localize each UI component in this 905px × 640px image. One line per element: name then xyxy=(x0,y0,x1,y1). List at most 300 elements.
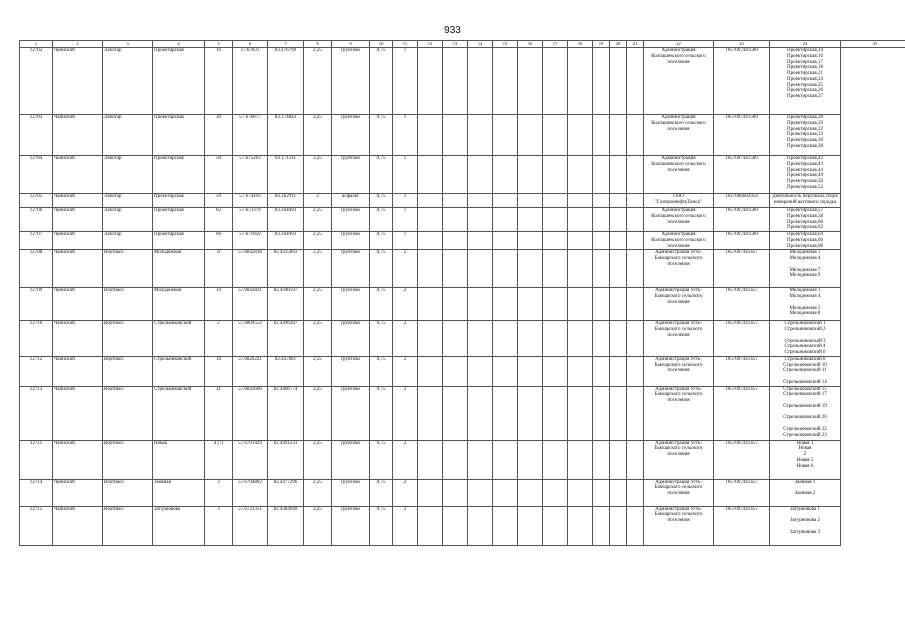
empty-cell xyxy=(627,194,644,208)
volume-cell: 0,75 xyxy=(370,232,393,250)
owner-cell: ООО "ГазпромнефтьТомск" xyxy=(644,194,714,208)
ogrn-cell: 1057007441589 xyxy=(714,48,770,115)
volume-cell: 0,75 xyxy=(370,440,393,479)
house-cell: 2 xyxy=(205,321,233,357)
header-cell: 16 xyxy=(518,41,543,48)
empty-cell xyxy=(518,115,543,156)
empty-cell xyxy=(493,115,518,156)
table-row xyxy=(20,506,905,545)
ogrn-cell: 1057007441589 xyxy=(714,115,770,156)
house-cell: 4 (7) xyxy=(205,440,233,479)
village-cell: Вертикос xyxy=(103,356,153,386)
empty-cell xyxy=(610,440,627,479)
table-row xyxy=(20,321,905,357)
empty-cell xyxy=(418,479,443,506)
volume-cell: 0,75 xyxy=(370,321,393,357)
district-cell: Чаинский xyxy=(53,288,103,321)
empty-cell xyxy=(443,48,468,115)
longitude-cell: 83.164993 xyxy=(268,232,304,250)
ogrn-cell: 1027006682954 xyxy=(714,194,770,208)
surface-cell: грунтово xyxy=(332,440,370,479)
area-cell: 2,25 xyxy=(304,232,332,250)
page-number: 933 xyxy=(444,25,461,36)
house-cell: 21 xyxy=(205,386,233,440)
empty-cell xyxy=(593,479,610,506)
empty-cell xyxy=(543,479,568,506)
district-cell: Чаинский xyxy=(53,194,103,208)
header-cell: 10 xyxy=(370,41,393,48)
empty-cell xyxy=(593,321,610,357)
surface-cell: грунтово xyxy=(332,356,370,386)
owner-cell: Администрация Усть- Бакчарского сельского поселения xyxy=(644,356,714,386)
empty-cell xyxy=(610,48,627,115)
area-cell: 2,25 xyxy=(304,208,332,232)
owner-cell: Администрация Усть- Бакчарского сельского поселения xyxy=(644,479,714,506)
empty-cell xyxy=(627,440,644,479)
ogrn-cell: 1057007441457 xyxy=(714,479,770,506)
village-cell: Вертикос xyxy=(103,479,153,506)
row-number-cell: 12702 xyxy=(20,48,53,115)
empty-cell xyxy=(443,115,468,156)
owner-cell: Администрация Усть- Бакчарского сельского поселения xyxy=(644,321,714,357)
surface-cell: грунтово xyxy=(332,232,370,250)
latitude-cell: 57.67831 xyxy=(233,48,268,115)
empty-cell xyxy=(493,208,518,232)
surface-cell: грунтово xyxy=(332,250,370,288)
street-cell: Новая xyxy=(153,440,205,479)
volume-cell: 0,75 xyxy=(370,208,393,232)
empty-cell xyxy=(493,356,518,386)
empty-cell xyxy=(627,48,644,115)
district-cell: Чаинский xyxy=(53,232,103,250)
house-cell: 62 xyxy=(205,208,233,232)
area-cell: 2,25 xyxy=(304,479,332,506)
table-row xyxy=(20,356,905,386)
empty-cell xyxy=(468,194,493,208)
empty-cell xyxy=(568,115,593,156)
count-cell: 2 xyxy=(393,479,418,506)
area-cell: 2 xyxy=(304,194,332,208)
village-cell: Вертикос xyxy=(103,386,153,440)
ogrn-cell: 1057007441457 xyxy=(714,386,770,440)
empty-cell xyxy=(568,232,593,250)
village-cell: Лаботар xyxy=(103,156,153,194)
addresses-cell: Молодежная 1 Молодежная 4 Молодежная 7 Молодежная 9 xyxy=(770,250,841,288)
latitude-cell: 57.676877 xyxy=(233,115,268,156)
empty-cell xyxy=(493,479,518,506)
count-cell: 1 xyxy=(393,208,418,232)
table-row xyxy=(20,194,905,208)
empty-cell xyxy=(543,156,568,194)
empty-cell xyxy=(627,356,644,386)
empty-cell xyxy=(418,115,443,156)
row-number-cell: 12712 xyxy=(20,356,53,386)
latitude-cell: 57.6794802 xyxy=(233,479,268,506)
addresses-cell: Проектирская,57 Проектирская,58 Проектирская,60 Проектирская,62 xyxy=(770,208,841,232)
row-number-cell: 12710 xyxy=(20,321,53,357)
volume-cell: 0,75 xyxy=(370,250,393,288)
street-cell: Стрельниковский xyxy=(153,386,205,440)
header-cell: 15 xyxy=(493,41,518,48)
latitude-cell: 57.6842818 xyxy=(233,250,268,288)
empty-cell xyxy=(468,48,493,115)
empty-cell xyxy=(543,506,568,545)
empty-cell xyxy=(568,250,593,288)
surface-cell: грунтово xyxy=(332,156,370,194)
longitude-cell: 83.171111 xyxy=(268,156,304,194)
empty-cell xyxy=(627,208,644,232)
empty-cell xyxy=(468,386,493,440)
street-cell: Проектирская xyxy=(153,48,205,115)
ogrn-cell: 1057007441589 xyxy=(714,208,770,232)
empty-cell xyxy=(443,506,468,545)
empty-cell xyxy=(627,386,644,440)
empty-cell xyxy=(518,250,543,288)
count-cell: 2 xyxy=(393,356,418,386)
owner-cell: Администрация Колпашевского сельского поселения xyxy=(644,232,714,250)
count-cell: 1 xyxy=(393,232,418,250)
header-cell: 5 xyxy=(205,41,233,48)
row-number-cell: 12715 xyxy=(20,506,53,545)
house-cell: 59 xyxy=(205,194,233,208)
empty-cell xyxy=(568,48,593,115)
empty-cell xyxy=(518,321,543,357)
row-number-cell: 12709 xyxy=(20,288,53,321)
owner-cell: Администрация Колпашевского сельского поселения xyxy=(644,115,714,156)
latitude-cell: 57.6791429 xyxy=(233,440,268,479)
ogrn-cell: 1057007441589 xyxy=(714,232,770,250)
village-cell: Вертикос xyxy=(103,288,153,321)
empty-cell xyxy=(468,440,493,479)
empty-cell xyxy=(568,208,593,232)
empty-cell xyxy=(568,194,593,208)
empty-cell xyxy=(610,194,627,208)
empty-cell xyxy=(443,194,468,208)
row-number-cell: 12707 xyxy=(20,232,53,250)
table-row xyxy=(20,288,905,321)
empty-cell xyxy=(610,321,627,357)
empty-cell xyxy=(568,356,593,386)
longitude-cell: 83.174843 xyxy=(268,115,304,156)
empty-cell xyxy=(468,479,493,506)
header-cell: 8 xyxy=(304,41,332,48)
volume-cell: 0,75 xyxy=(370,356,393,386)
addresses-cell: Проектирская,42 Проектирская,43 Проектирская,44 Проектирская,49 Проектирская,50 Проектирская,52 xyxy=(770,156,841,194)
street-cell: Заовная xyxy=(153,479,205,506)
registry-table xyxy=(19,40,905,546)
owner-cell: Администрация Колпашевского сельского поселения xyxy=(644,208,714,232)
area-cell: 2,25 xyxy=(304,506,332,545)
empty-cell xyxy=(518,288,543,321)
addresses-cell: Стрельниковский 8 Стрельниковский 10 Стрельниковский 11 Стрельниковский 14 xyxy=(770,356,841,386)
empty-cell xyxy=(493,386,518,440)
empty-cell xyxy=(543,232,568,250)
table-row xyxy=(20,156,905,194)
empty-cell xyxy=(593,440,610,479)
longitude-cell: 82.4335893 xyxy=(268,250,304,288)
count-cell: 2 xyxy=(393,440,418,479)
header-cell: 24 xyxy=(770,41,841,48)
empty-cell xyxy=(418,208,443,232)
empty-cell xyxy=(568,156,593,194)
empty-cell xyxy=(443,321,468,357)
longitude-cell: 83.162911 xyxy=(268,194,304,208)
header-cell: 2 xyxy=(53,41,103,48)
volume-cell: 0,75 xyxy=(370,115,393,156)
empty-cell xyxy=(443,232,468,250)
area-cell: 2,25 xyxy=(304,48,332,115)
district-cell: Чаинский xyxy=(53,208,103,232)
ogrn-cell: 1057007441457 xyxy=(714,356,770,386)
empty-cell xyxy=(610,356,627,386)
house-cell: 16 xyxy=(205,48,233,115)
header-cell: 1 xyxy=(20,41,53,48)
empty-cell xyxy=(593,232,610,250)
latitude-cell: 57.671859 xyxy=(233,232,268,250)
addresses-cell: Проектирская,28 Проектирская,29 Проектирская,32 Проектирская,33 Проектирская,36 Проектирская,38 xyxy=(770,115,841,156)
district-cell: Чаинский xyxy=(53,115,103,156)
empty-cell xyxy=(610,506,627,545)
table-row xyxy=(20,48,905,115)
empty-cell xyxy=(627,479,644,506)
latitude-cell: 57.6843606 xyxy=(233,386,268,440)
owner-cell: Администрация Усть- Бакчарского сельского поселения xyxy=(644,250,714,288)
volume-cell: 0,75 xyxy=(370,48,393,115)
empty-cell xyxy=(610,479,627,506)
count-cell: 1 xyxy=(393,115,418,156)
village-cell: Лаботар xyxy=(103,194,153,208)
addresses-cell: Деятельность персонала,сбора измерений вахтового городка xyxy=(770,194,841,208)
row-number-cell: 12703 xyxy=(20,115,53,156)
house-cell: 8 xyxy=(205,250,233,288)
row-number-cell: 12705 xyxy=(20,194,53,208)
empty-cell xyxy=(627,115,644,156)
header-cell: 7 xyxy=(268,41,304,48)
longitude-cell: 82.4491231 xyxy=(268,440,304,479)
volume-cell: 0,75 xyxy=(370,194,393,208)
owner-cell: Администрация Усть- Бакчарского сельского поселения xyxy=(644,506,714,545)
surface-cell: грунтово xyxy=(332,321,370,357)
count-cell: 2 xyxy=(393,250,418,288)
owner-cell: Администрация Усть- Бакчарского сельского поселения xyxy=(644,440,714,479)
street-cell: Молодежная xyxy=(153,288,205,321)
longitude-cell: 82.4477296 xyxy=(268,479,304,506)
header-row xyxy=(20,41,905,48)
owner-cell: Администрация Колпашевского сельского поселения xyxy=(644,156,714,194)
empty-cell xyxy=(518,48,543,115)
area-cell: 2,25 xyxy=(304,356,332,386)
empty-cell xyxy=(568,386,593,440)
empty-cell xyxy=(493,232,518,250)
empty-cell xyxy=(593,156,610,194)
count-cell: 2 xyxy=(393,321,418,357)
empty-cell xyxy=(418,48,443,115)
village-cell: Вертикос xyxy=(103,321,153,357)
empty-cell xyxy=(610,250,627,288)
surface-cell: грунтово xyxy=(332,288,370,321)
village-cell: Вертикос xyxy=(103,440,153,479)
surface-cell: грунтово xyxy=(332,115,370,156)
owner-cell: Администрация Усть- Бакчарского сельского поселения xyxy=(644,386,714,440)
empty-cell xyxy=(493,48,518,115)
village-cell: Вертикос xyxy=(103,506,153,545)
empty-cell xyxy=(493,250,518,288)
empty-cell xyxy=(568,440,593,479)
addresses-cell: Проектирская,14 Проектирская,16 Проектирская,17 Проектирская,18 Проектирская,21 Проектирская,24 Проектирская,25 Проектирская,26 Проектирская,27 xyxy=(770,48,841,115)
empty-cell xyxy=(468,115,493,156)
village-cell: Лаботар xyxy=(103,48,153,115)
district-cell: Чаинский xyxy=(53,479,103,506)
surface-cell: асфальт xyxy=(332,194,370,208)
header-cell: 11 xyxy=(393,41,418,48)
empty-cell xyxy=(468,208,493,232)
empty-cell xyxy=(610,232,627,250)
header-cell: 13 xyxy=(443,41,468,48)
count-cell: 1 xyxy=(393,194,418,208)
district-cell: Чаинский xyxy=(53,321,103,357)
empty-cell xyxy=(468,356,493,386)
volume-cell: 0,75 xyxy=(370,386,393,440)
empty-cell xyxy=(543,250,568,288)
village-cell: Лаботар xyxy=(103,208,153,232)
addresses-cell: Молодежная 1 Молодежная 4 Молодежная 5 Молодежная 8 xyxy=(770,288,841,321)
empty-cell xyxy=(468,250,493,288)
empty-cell xyxy=(518,156,543,194)
ogrn-cell: 1057007441457 xyxy=(714,506,770,545)
house-cell: 66 xyxy=(205,232,233,250)
empty-cell xyxy=(518,232,543,250)
latitude-cell: 57.6826221 xyxy=(233,356,268,386)
empty-cell xyxy=(443,479,468,506)
header-cell: 22 xyxy=(644,41,714,48)
area-cell: 2,25 xyxy=(304,156,332,194)
longitude-cell: 83.176799 xyxy=(268,48,304,115)
area-cell: 2,25 xyxy=(304,288,332,321)
addresses-cell: Проектирская,64 Проектирская,66 Проектирская,68 xyxy=(770,232,841,250)
empty-cell xyxy=(627,506,644,545)
surface-cell: грунтово xyxy=(332,208,370,232)
header-cell: 19 xyxy=(593,41,610,48)
empty-cell xyxy=(443,356,468,386)
empty-cell xyxy=(418,156,443,194)
volume-cell: 0,75 xyxy=(370,506,393,545)
street-cell: Стрельниковский xyxy=(153,321,205,357)
longitude-cell: 82.4496287 xyxy=(268,321,304,357)
longitude-cell: 82.4384949 xyxy=(268,506,304,545)
empty-cell xyxy=(418,288,443,321)
header-cell: 12 xyxy=(418,41,443,48)
volume-cell: 0,75 xyxy=(370,479,393,506)
street-cell: Проектирская xyxy=(153,156,205,194)
empty-cell xyxy=(468,506,493,545)
empty-cell xyxy=(543,194,568,208)
addresses-cell: Загурновова 1 Загурновова 2 Загурновова 3 xyxy=(770,506,841,545)
empty-cell xyxy=(593,208,610,232)
count-cell: 1 xyxy=(393,48,418,115)
count-cell: 2 xyxy=(393,506,418,545)
empty-cell xyxy=(627,156,644,194)
empty-cell xyxy=(418,440,443,479)
empty-cell xyxy=(568,479,593,506)
volume-cell: 0,75 xyxy=(370,288,393,321)
house-cell: 50 xyxy=(205,156,233,194)
empty-cell xyxy=(418,321,443,357)
row-number-cell: 12706 xyxy=(20,208,53,232)
empty-cell xyxy=(443,156,468,194)
header-cell: 20 xyxy=(610,41,627,48)
empty-cell xyxy=(418,386,443,440)
empty-cell xyxy=(568,288,593,321)
latitude-cell: 57.6842821 xyxy=(233,288,268,321)
table-row xyxy=(20,208,905,232)
surface-cell: грунтово xyxy=(332,386,370,440)
empty-cell xyxy=(543,321,568,357)
street-cell: Проектирская xyxy=(153,208,205,232)
empty-cell xyxy=(568,506,593,545)
empty-cell xyxy=(443,386,468,440)
house-cell: 3 xyxy=(205,506,233,545)
street-cell: Проектирская xyxy=(153,115,205,156)
table-row xyxy=(20,440,905,479)
empty-cell xyxy=(518,479,543,506)
district-cell: Чаинский xyxy=(53,48,103,115)
empty-cell xyxy=(543,440,568,479)
latitude-cell: 57.675263 xyxy=(233,156,268,194)
house-cell: 3 xyxy=(205,479,233,506)
empty-cell xyxy=(543,356,568,386)
ogrn-cell: 1057007441457 xyxy=(714,321,770,357)
empty-cell xyxy=(418,356,443,386)
area-cell: 2,25 xyxy=(304,386,332,440)
empty-cell xyxy=(493,156,518,194)
empty-cell xyxy=(543,288,568,321)
empty-cell xyxy=(593,48,610,115)
surface-cell: грунтово xyxy=(332,506,370,545)
table-row xyxy=(20,232,905,250)
header-cell: 3 xyxy=(103,41,153,48)
empty-cell xyxy=(543,115,568,156)
row-number-cell: 12704 xyxy=(20,156,53,194)
empty-cell xyxy=(518,356,543,386)
area-cell: 2,25 xyxy=(304,250,332,288)
row-number-cell: 12708 xyxy=(20,250,53,288)
street-cell: Молодежная xyxy=(153,250,205,288)
empty-cell xyxy=(593,250,610,288)
village-cell: Лаботар xyxy=(103,232,153,250)
latitude-cell: 57.674416 xyxy=(233,194,268,208)
empty-cell xyxy=(610,115,627,156)
house-cell: 10 xyxy=(205,356,233,386)
empty-cell xyxy=(610,208,627,232)
district-cell: Чаинский xyxy=(53,386,103,440)
count-cell: 1 xyxy=(393,156,418,194)
owner-cell: Администрация Колпашевского сельского поселения xyxy=(644,48,714,115)
row-number-cell: 12711 xyxy=(20,440,53,479)
empty-cell xyxy=(543,48,568,115)
empty-cell xyxy=(593,288,610,321)
empty-cell xyxy=(443,288,468,321)
empty-cell xyxy=(593,356,610,386)
empty-cell xyxy=(518,386,543,440)
longitude-cell: 82.447881 xyxy=(268,356,304,386)
district-cell: Чаинский xyxy=(53,156,103,194)
header-cell: 9 xyxy=(332,41,370,48)
table-row xyxy=(20,115,905,156)
addresses-cell: Новая 1 Новая 2 Новая 5 Новая 6 xyxy=(770,440,841,479)
empty-cell xyxy=(543,386,568,440)
empty-cell xyxy=(418,250,443,288)
empty-cell xyxy=(543,208,568,232)
